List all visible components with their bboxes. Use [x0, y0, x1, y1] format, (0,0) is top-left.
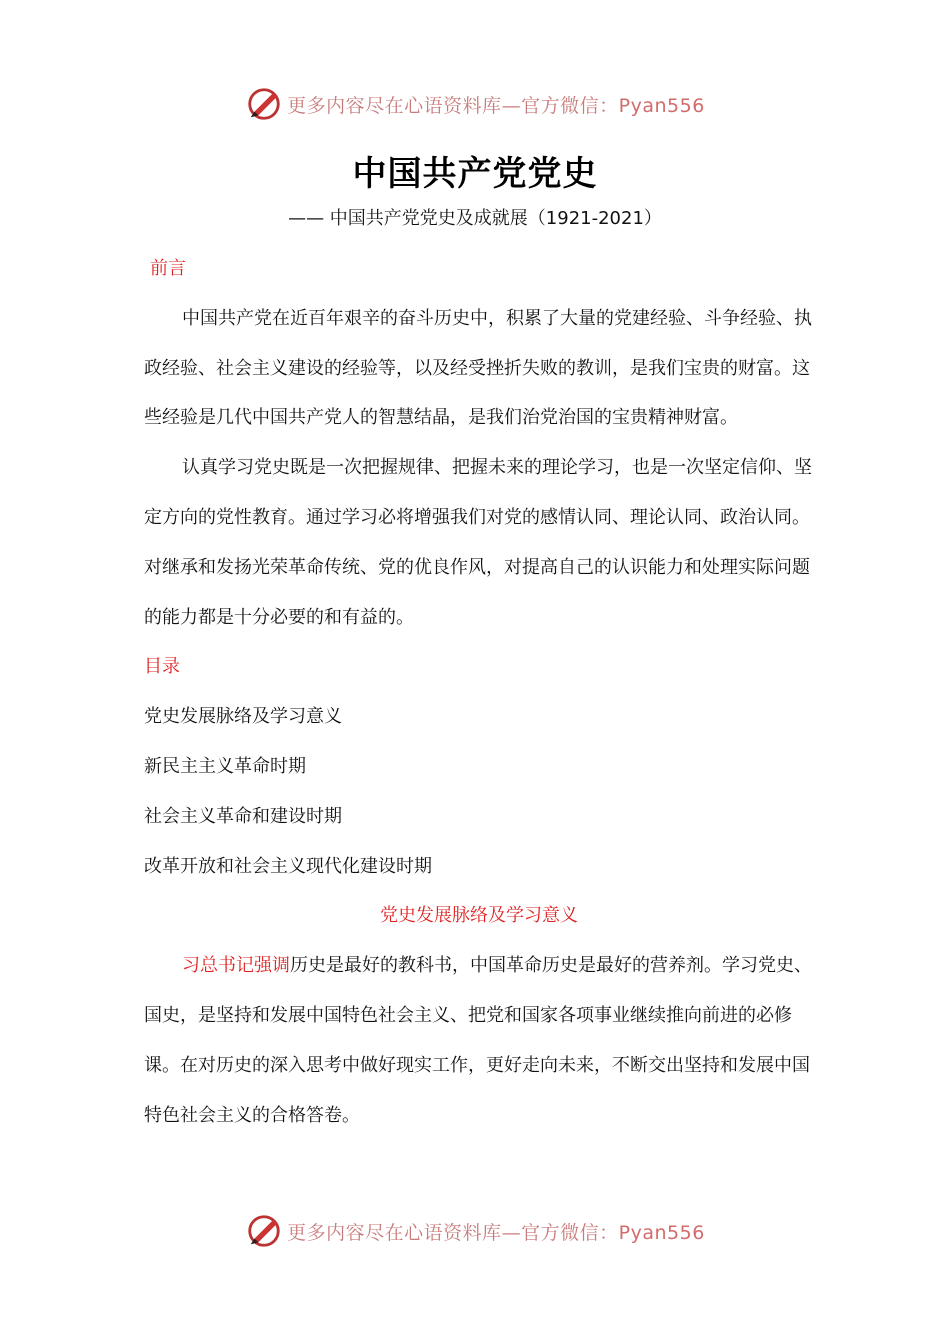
- document-title: 中国共产党党史: [352, 154, 598, 194]
- toc-item: 党史发展脉络及学习意义: [144, 706, 342, 728]
- toc-heading: 目录: [144, 656, 180, 678]
- banner-wechat-id: Pyan556: [618, 94, 705, 117]
- section-paragraph-text: 历史是最好的教科书，中国革命历史是最好的营养剂。学习党史、国史，是坚持和发展中国特色社会主义、把党和国家各项事业继续推向前进的必修课。在对历史的深入思考中做好现实工作，更好走向未来，不断交出坚持和发展中国特色社会主义的合格答卷。: [144, 955, 812, 1126]
- header-banner: [0, 82, 950, 126]
- section-paragraph: [144, 941, 814, 1140]
- banner-text: 更多内容尽在心语资料库—官方微信：: [287, 94, 619, 117]
- footer-banner: [0, 1209, 950, 1253]
- pen-logo-icon: [245, 85, 283, 123]
- banner-text: 更多内容尽在心语资料库—官方微信：: [287, 1221, 619, 1244]
- document-subtitle: —— 中国共产党党史及成就展（1921-2021）: [288, 208, 662, 229]
- preface-paragraph-1: 中国共产党在近百年艰辛的奋斗历史中，积累了大量的党建经验、斗争经验、执政经验、社会主义建设的经验等，以及经受挫折失败的教训，是我们宝贵的财富。这些经验是几代中国共产党人的智慧结晶，是我们治党治国的宝贵精神财富。: [144, 307, 812, 429]
- section-heading: 党史发展脉络及学习意义: [380, 905, 578, 927]
- section-lead-highlight: 习总书记强调: [182, 955, 290, 977]
- document-body: [144, 244, 814, 1140]
- toc-item: 社会主义革命和建设时期: [144, 805, 342, 827]
- banner-wechat-id: Pyan556: [618, 1221, 705, 1244]
- toc-item: 改革开放和社会主义现代化建设时期: [144, 855, 432, 877]
- preface-paragraph-2: 认真学习党史既是一次把握规律、把握未来的理论学习，也是一次坚定信仰、坚定方向的党性教育。通过学习必将增强我们对党的感情认同、理论认同、政治认同。对继承和发扬光荣革命传统、党的优良作风，对提高自己的认识能力和处理实际问题的能力都是十分必要的和有益的。: [144, 457, 812, 628]
- pen-logo-icon: [245, 1212, 283, 1250]
- toc-item: 新民主主义革命时期: [144, 755, 306, 777]
- preface-heading: 前言: [150, 258, 186, 279]
